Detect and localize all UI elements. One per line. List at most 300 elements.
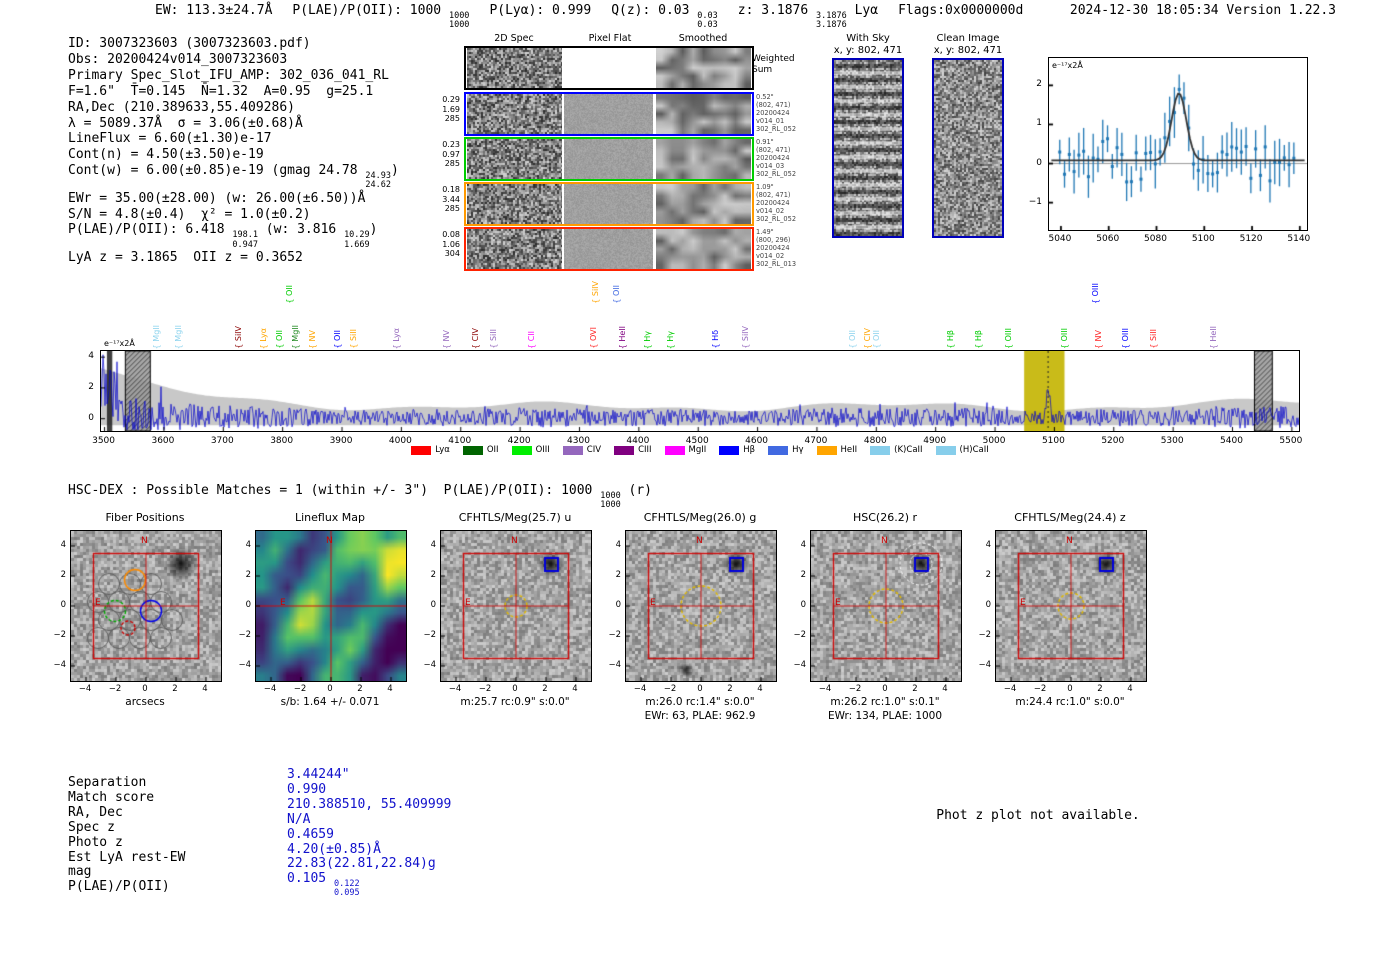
legend-item <box>817 445 858 455</box>
info-line <box>68 131 399 147</box>
weighted-sum-line: Sum <box>752 64 773 75</box>
header-segment: P(LAE)/P(OII): 1000 <box>292 3 449 18</box>
fraction-top: 1000 <box>448 11 470 21</box>
right-label-line: 1.09" <box>756 183 774 191</box>
pixelflat-blank <box>564 48 653 88</box>
legend-item <box>411 445 450 455</box>
info-text: LineFlux = 6.60(±1.30)e-17 <box>68 131 272 147</box>
line-label: { Hγ <box>642 330 652 349</box>
legend-label: Hβ <box>743 445 756 455</box>
right-label-line: (800, 296) <box>756 236 791 244</box>
info-line <box>68 36 399 52</box>
cutout-caption: EWr: 63, PLAE: 962.9 <box>644 710 756 722</box>
legend-item <box>870 445 922 455</box>
cutout-image-img <box>625 530 777 682</box>
info-text: ) <box>369 222 378 238</box>
fraction-top: 10.29 <box>344 230 370 241</box>
stacked-fraction <box>449 12 469 30</box>
header-segment: z: 3.1876 <box>737 3 817 18</box>
pixelflat-image <box>564 139 653 179</box>
cutout-title: HSC(26.2) r <box>852 511 918 524</box>
header-segment: EW: 113.3±24.7Å <box>155 3 273 18</box>
fit-plot-canvas <box>1049 58 1307 230</box>
left-label-line: 304 <box>444 249 460 258</box>
line-label: { MgII <box>173 324 183 349</box>
cutout-x-tick: 4 <box>572 684 578 694</box>
spec2d-row <box>464 182 754 226</box>
fraction-bottom: 1000 <box>600 500 621 511</box>
right-label-line: 20200424 <box>756 154 790 162</box>
legend-swatch <box>512 446 532 455</box>
legend-item <box>936 445 989 455</box>
spectrum-legend <box>250 445 1150 455</box>
legend-swatch <box>936 446 956 455</box>
spectrum-x-tick: 4000 <box>388 436 412 446</box>
spectrum-x-tick: 4200 <box>507 436 531 446</box>
cutout-y-tick: 4 <box>615 540 621 550</box>
match-table-label: Match score <box>68 789 155 805</box>
fraction-bottom: 0.095 <box>333 888 360 899</box>
smoothed-image <box>656 48 751 88</box>
match-table-value-text: N/A <box>287 811 311 827</box>
spectrum-x-tick: 4900 <box>923 436 947 446</box>
fraction-bottom: 24.62 <box>365 180 392 191</box>
legend-label: (H)CaII <box>959 445 989 455</box>
cutout-y-tick: 0 <box>615 600 621 610</box>
left-label-line: 1.06 <box>442 239 460 249</box>
cutout-x-tick: −4 <box>1003 684 1017 694</box>
left-label-line: 0.23 <box>442 140 460 149</box>
cutout-y-tick: 4 <box>985 540 991 550</box>
fit-plot-x-tick: 5040 <box>1048 234 1072 244</box>
info-line <box>68 191 399 207</box>
fraction-bottom: 1.669 <box>344 239 370 250</box>
cutout-x-tick: 2 <box>172 684 178 694</box>
east-label: E <box>280 598 286 608</box>
info-line <box>68 163 399 190</box>
cutout-x-tick: 0 <box>1067 684 1073 694</box>
right-label-line: 1.49" <box>756 228 774 236</box>
cutout-x-tick: −4 <box>263 684 277 694</box>
left-label-line: 1.69 <box>442 104 460 114</box>
spectrum-x-tick: 5000 <box>982 436 1006 446</box>
spec2d-image <box>467 94 562 134</box>
right-label-line: v014_01 <box>756 117 785 125</box>
cutout-x-tick: 0 <box>697 684 703 694</box>
cutout-title: Fiber Positions <box>105 511 185 524</box>
cutout-y-tick: −2 <box>238 630 251 640</box>
match-table-value-text: 3.44244" <box>287 767 350 782</box>
stacked-fraction <box>334 880 360 898</box>
right-label-line: v014_02 <box>756 207 785 215</box>
cutout-x-tick: −2 <box>478 684 492 694</box>
cutout-image-map <box>255 530 407 682</box>
info-text: λ = 5089.37Å σ = 3.06(±0.68)Å <box>68 115 303 131</box>
cutout-y-tick: 4 <box>430 540 436 550</box>
spec2d-row-left-labels <box>424 185 460 214</box>
north-label: N <box>881 536 888 546</box>
cutout-y-tick: 4 <box>800 540 806 550</box>
info-text: Obs: 20200424v014_3007323603 <box>68 51 288 67</box>
header-segment: Lyα <box>846 3 879 18</box>
spectrum-y-tick: 2 <box>88 381 94 392</box>
cutout-y-tick: 4 <box>60 540 66 550</box>
cutout-x-tick: 2 <box>912 684 918 694</box>
cutout-image-img <box>440 530 592 682</box>
sky-panel-title: Clean Image <box>936 33 1000 44</box>
cutout-x-tick: 4 <box>757 684 763 694</box>
line-label: { SiIV <box>233 326 243 349</box>
match-table-label: Spec z <box>68 819 115 835</box>
legend-label: OIII <box>535 445 550 455</box>
cutout-y-tick: 2 <box>985 570 991 580</box>
spectrum-x-tick: 3500 <box>92 436 115 446</box>
cutout-y-tick: 0 <box>985 600 991 610</box>
line-label: { OII <box>847 330 857 349</box>
line-label: { CIV <box>862 327 872 349</box>
header-segment: Q(z): 0.03 <box>611 3 698 18</box>
match-table-value <box>287 857 436 872</box>
fit-plot-y-tick: 0 <box>1036 157 1042 168</box>
cutout-y-tick: 2 <box>60 570 66 580</box>
line-label: { OII <box>284 285 294 304</box>
cutout-y-tick: −2 <box>608 630 621 640</box>
info-text: (w: 3.816 <box>257 222 345 238</box>
legend-swatch <box>463 446 483 455</box>
header-segment: P(Lyα): 0.999 <box>489 3 592 18</box>
legend-item <box>512 445 550 455</box>
cutout-y-tick: −4 <box>608 660 621 670</box>
line-label: { NV <box>441 329 451 349</box>
cutout-x-tick: −2 <box>848 684 862 694</box>
fit-plot-x-tick: 5120 <box>1239 234 1263 244</box>
fraction-top: 24.93 <box>365 171 392 182</box>
legend-swatch <box>411 446 431 455</box>
info-line <box>68 207 399 223</box>
cutout-x-tick: 2 <box>357 684 363 694</box>
line-label: { OIII <box>1091 282 1101 304</box>
line-label: { CII <box>527 331 537 349</box>
spectrum-x-tick: 4400 <box>626 436 650 446</box>
east-label: E <box>95 598 101 608</box>
info-text: EWr = 35.00(±28.00) (w: 26.00(±6.50))Å <box>68 190 366 206</box>
fit-plot-x-tick: 5080 <box>1144 234 1167 244</box>
line-label: { MgII <box>151 324 161 349</box>
cutout-y-tick: −2 <box>423 630 436 640</box>
fraction-top: 198.1 <box>232 230 258 241</box>
cutout-x-tick: 0 <box>142 684 148 694</box>
cutout-caption: arcsecs <box>125 696 165 708</box>
match-table-value <box>287 828 334 843</box>
weighted-sum-label <box>752 54 795 75</box>
cutout-y-tick: 2 <box>800 570 806 580</box>
stacked-fraction <box>697 12 717 30</box>
info-line <box>68 52 399 68</box>
cutout-y-tick: 0 <box>430 600 436 610</box>
spec2d-column-title: Smoothed <box>678 33 728 44</box>
cutout-y-tick: 2 <box>615 570 621 580</box>
fraction-top: 1000 <box>600 491 621 501</box>
line-label: { SiII <box>488 329 498 349</box>
legend-label: (K)CaII <box>894 445 923 455</box>
match-table-label: Separation <box>68 775 147 790</box>
spectrum-box <box>100 350 1300 432</box>
match-table-value-text: 0.105 <box>287 871 334 887</box>
cutout-title: CFHTLS/Meg(26.0) g <box>643 511 757 524</box>
info-line <box>68 116 399 132</box>
line-label: { OIII <box>1120 327 1130 349</box>
header-datetime: 2024-12-30 18:05:34 Version 1.22.3 <box>1069 3 1336 18</box>
match-table-label: Est LyA rest-EW <box>68 849 186 865</box>
line-label: { CIV <box>470 327 480 349</box>
header-segment: Flags:0x0000000d <box>898 3 1024 18</box>
cutout-x-tick: −2 <box>1033 684 1047 694</box>
east-label: E <box>1020 598 1026 608</box>
east-label: E <box>835 598 841 608</box>
north-label: N <box>326 536 333 546</box>
north-label: N <box>511 536 518 546</box>
spectrum-unit-label: e⁻¹⁷x2Å <box>104 339 135 348</box>
info-text: Cont(n) = 4.50(±3.50)e-19 <box>68 147 264 163</box>
line-label: { SiIV <box>741 326 751 349</box>
fit-plot-x-tick: 5060 <box>1096 234 1120 244</box>
info-line <box>68 84 399 100</box>
cutout-y-tick: −4 <box>978 660 991 670</box>
cutout-x-tick: 0 <box>327 684 333 694</box>
north-label: N <box>1066 536 1073 546</box>
cutout-y-tick: 0 <box>60 600 66 610</box>
left-label-line: 285 <box>444 159 460 168</box>
sky-panel-coords: x, y: 802, 471 <box>833 45 903 56</box>
info-text: ) <box>391 163 399 179</box>
match-table-value-text: 22.83(22.81,22.84)g <box>287 856 436 872</box>
cutout-caption: m:25.7 rc:0.9" s:0.0" <box>460 696 570 708</box>
line-label: { MgII <box>290 324 300 349</box>
fit-plot-x-tick: 5140 <box>1287 234 1311 244</box>
info-line <box>68 222 399 249</box>
stacked-fraction <box>600 492 620 510</box>
cutout-x-tick: 2 <box>542 684 548 694</box>
cutout-title: CFHTLS/Meg(24.4) z <box>1014 511 1126 524</box>
north-label: N <box>696 536 703 546</box>
right-label-line: 302_RL_052 <box>756 125 797 133</box>
clean-image <box>932 58 1004 238</box>
cutout-x-tick: 2 <box>727 684 733 694</box>
legend-swatch <box>665 446 685 455</box>
fraction-bottom: 3.1876 <box>816 20 847 31</box>
match-table-value <box>287 843 381 858</box>
match-table-value-text: 0.990 <box>287 781 327 797</box>
legend-label: MgII <box>688 445 707 455</box>
right-label-line: v014_02 <box>756 252 785 260</box>
cutout-x-tick: 0 <box>512 684 518 694</box>
cutout-caption: m:24.4 rc:1.0" s:0.0" <box>1015 696 1125 708</box>
cutout-x-tick: 4 <box>387 684 393 694</box>
right-label-line: 302_RL_013 <box>756 260 797 268</box>
spectrum-x-tick: 5100 <box>1041 436 1065 446</box>
line-label: { SiII <box>349 329 359 349</box>
fraction-bottom: 0.03 <box>697 20 718 31</box>
info-text: Cont(w) = 6.00(±0.85)e-19 (gmag 24.78 <box>68 163 366 179</box>
photz-note: Phot z plot not available. <box>936 808 1140 823</box>
cutout-x-tick: 4 <box>942 684 948 694</box>
fraction-top: 0.122 <box>333 879 360 890</box>
right-label-line: 20200424 <box>756 199 790 207</box>
cutout-title: CFHTLS/Meg(25.7) u <box>458 511 572 524</box>
cutout-x-tick: 4 <box>1127 684 1133 694</box>
cutout-y-tick: 2 <box>430 570 436 580</box>
smoothed-image <box>656 184 751 224</box>
smoothed-image <box>656 139 751 179</box>
cutout-x-tick: 2 <box>1097 684 1103 694</box>
line-label: { NV <box>307 329 317 349</box>
match-table-value-text: 210.388510, 55.409999 <box>287 796 452 812</box>
line-label: { Lyα <box>258 327 268 349</box>
spec2d-image <box>467 48 562 88</box>
info-line <box>68 147 399 163</box>
spec2d-row <box>464 46 754 90</box>
left-label-line: 0.08 <box>442 230 460 239</box>
left-label-line: 0.29 <box>442 95 460 104</box>
cutout-x-tick: −2 <box>108 684 122 694</box>
sky-panel-title: With Sky <box>846 33 890 44</box>
cutout-y-tick: 0 <box>245 600 251 610</box>
line-label: { HeII <box>1208 325 1218 349</box>
weighted-sum-line: Weighted <box>752 54 795 64</box>
line-label: { OIII <box>1003 327 1013 349</box>
fit-plot-y-tick: 2 <box>1036 79 1042 90</box>
cutout-x-tick: −2 <box>293 684 307 694</box>
legend-swatch <box>870 446 890 455</box>
east-label: E <box>650 598 656 608</box>
spec2d-image <box>467 139 562 179</box>
info-text: P(LAE)/P(OII): 6.418 <box>68 222 233 238</box>
match-table-label: P(LAE)/P(OII) <box>68 879 170 895</box>
cutout-x-tick: −2 <box>663 684 677 694</box>
info-text: LyA z = 3.1865 OII z = 0.3652 <box>68 249 303 265</box>
match-table-label: mag <box>68 864 92 880</box>
fit-plot-x-tick: 5100 <box>1191 234 1215 244</box>
cutout-image-img <box>810 530 962 682</box>
left-label-line: 0.97 <box>442 149 460 159</box>
cutout-caption: s/b: 1.64 +/- 0.071 <box>280 696 380 708</box>
hsc-dex-text: HSC-DEX : Possible Matches = 1 (within +/- 3") P(LAE)/P(OII): 1000 <box>68 483 601 498</box>
spectrum-x-tick: 5400 <box>1220 436 1243 446</box>
east-label: E <box>465 598 471 608</box>
spectrum-x-tick: 5500 <box>1279 436 1303 446</box>
line-label: { OII <box>333 330 343 349</box>
cutout-caption: m:26.0 rc:1.4" s:0.0" <box>645 696 755 708</box>
cutout-caption: m:26.2 rc:1.0" s:0.1" <box>830 696 940 708</box>
right-label-line: (802, 471) <box>756 191 791 199</box>
with-sky-image <box>832 58 904 238</box>
pixelflat-image <box>564 184 653 224</box>
cutout-image-fiber <box>70 530 222 682</box>
info-line <box>68 100 399 116</box>
spectrum-x-tick: 4100 <box>448 436 472 446</box>
cutout-x-tick: −4 <box>633 684 647 694</box>
legend-swatch <box>817 446 837 455</box>
spectrum-x-tick: 4800 <box>863 436 887 446</box>
spectrum-x-tick: 3900 <box>329 436 353 446</box>
right-label-line: 20200424 <box>756 244 790 252</box>
match-table-value <box>287 783 326 798</box>
line-label: { SiII <box>1149 329 1159 349</box>
legend-item <box>768 445 803 455</box>
fit-plot-y-tick: −1 <box>1028 196 1042 207</box>
fit-plot-y-tick: 1 <box>1036 118 1042 129</box>
line-label: { Hδ <box>711 330 721 349</box>
info-line <box>68 68 399 84</box>
legend-item <box>719 445 755 455</box>
spectrum-y-tick: 4 <box>88 351 94 362</box>
spec2d-row <box>464 92 754 136</box>
right-label-line: v014_03 <box>756 162 785 170</box>
stacked-fraction <box>816 12 847 30</box>
cutout-x-tick: 0 <box>882 684 888 694</box>
stacked-fraction <box>344 231 370 249</box>
legend-item <box>463 445 499 455</box>
cutout-y-tick: 0 <box>800 600 806 610</box>
legend-swatch <box>719 446 739 455</box>
line-label: { SiIV <box>591 281 601 304</box>
spectrum-x-tick: 4600 <box>745 436 769 446</box>
spectrum-x-tick: 4500 <box>685 436 709 446</box>
info-text: Primary Spec_Slot_IFU_AMP: 302_036_041_RL <box>68 67 389 83</box>
info-text: RA,Dec (210.389633,55.409286) <box>68 99 295 115</box>
line-label: { Hβ <box>974 330 984 349</box>
legend-swatch <box>768 446 788 455</box>
spec2d-row-left-labels <box>424 140 460 169</box>
spectrum-x-tick: 5200 <box>1101 436 1125 446</box>
line-label: { Hγ <box>665 330 675 349</box>
spectrum-x-tick: 3800 <box>270 436 294 446</box>
info-text: ID: 3007323603 (3007323603.pdf) <box>68 36 311 51</box>
legend-label: OII <box>486 445 499 455</box>
spectrum-x-tick: 3600 <box>151 436 175 446</box>
left-label-line: 0.18 <box>442 185 460 194</box>
spectrum-y-tick: 0 <box>88 412 94 423</box>
match-table-value <box>287 872 360 898</box>
fraction-top: 3.1876 <box>816 11 847 21</box>
info-text: S/N = 4.8(±0.4) χ² = 1.0(±0.2) <box>68 206 311 222</box>
cutout-y-tick: 2 <box>245 570 251 580</box>
fraction-bottom: 0.947 <box>232 239 258 250</box>
spec2d-row-right-labels <box>756 138 802 178</box>
legend-label: HeII <box>840 445 858 455</box>
pixelflat-image <box>564 94 653 134</box>
cutout-y-tick: −4 <box>53 660 66 670</box>
fraction-bottom: 1000 <box>448 20 470 31</box>
cutout-y-tick: −2 <box>978 630 991 640</box>
cutout-y-tick: −4 <box>793 660 806 670</box>
cutout-x-tick: −4 <box>78 684 92 694</box>
right-label-line: 0.52" <box>756 93 774 101</box>
match-table-value <box>287 813 310 828</box>
match-table-value <box>287 768 350 783</box>
line-label: { OII <box>274 330 284 349</box>
spec2d-row-left-labels <box>424 95 460 124</box>
left-label-line: 285 <box>444 114 460 123</box>
smoothed-image <box>656 94 751 134</box>
cutout-image-img <box>995 530 1147 682</box>
spectrum-canvas <box>101 351 1299 431</box>
cutout-y-tick: 4 <box>245 540 251 550</box>
cutout-x-tick: −4 <box>448 684 462 694</box>
right-label-line: (802, 471) <box>756 101 791 109</box>
line-label: { Lyα <box>392 327 402 349</box>
spectrum-x-tick: 5300 <box>1160 436 1184 446</box>
